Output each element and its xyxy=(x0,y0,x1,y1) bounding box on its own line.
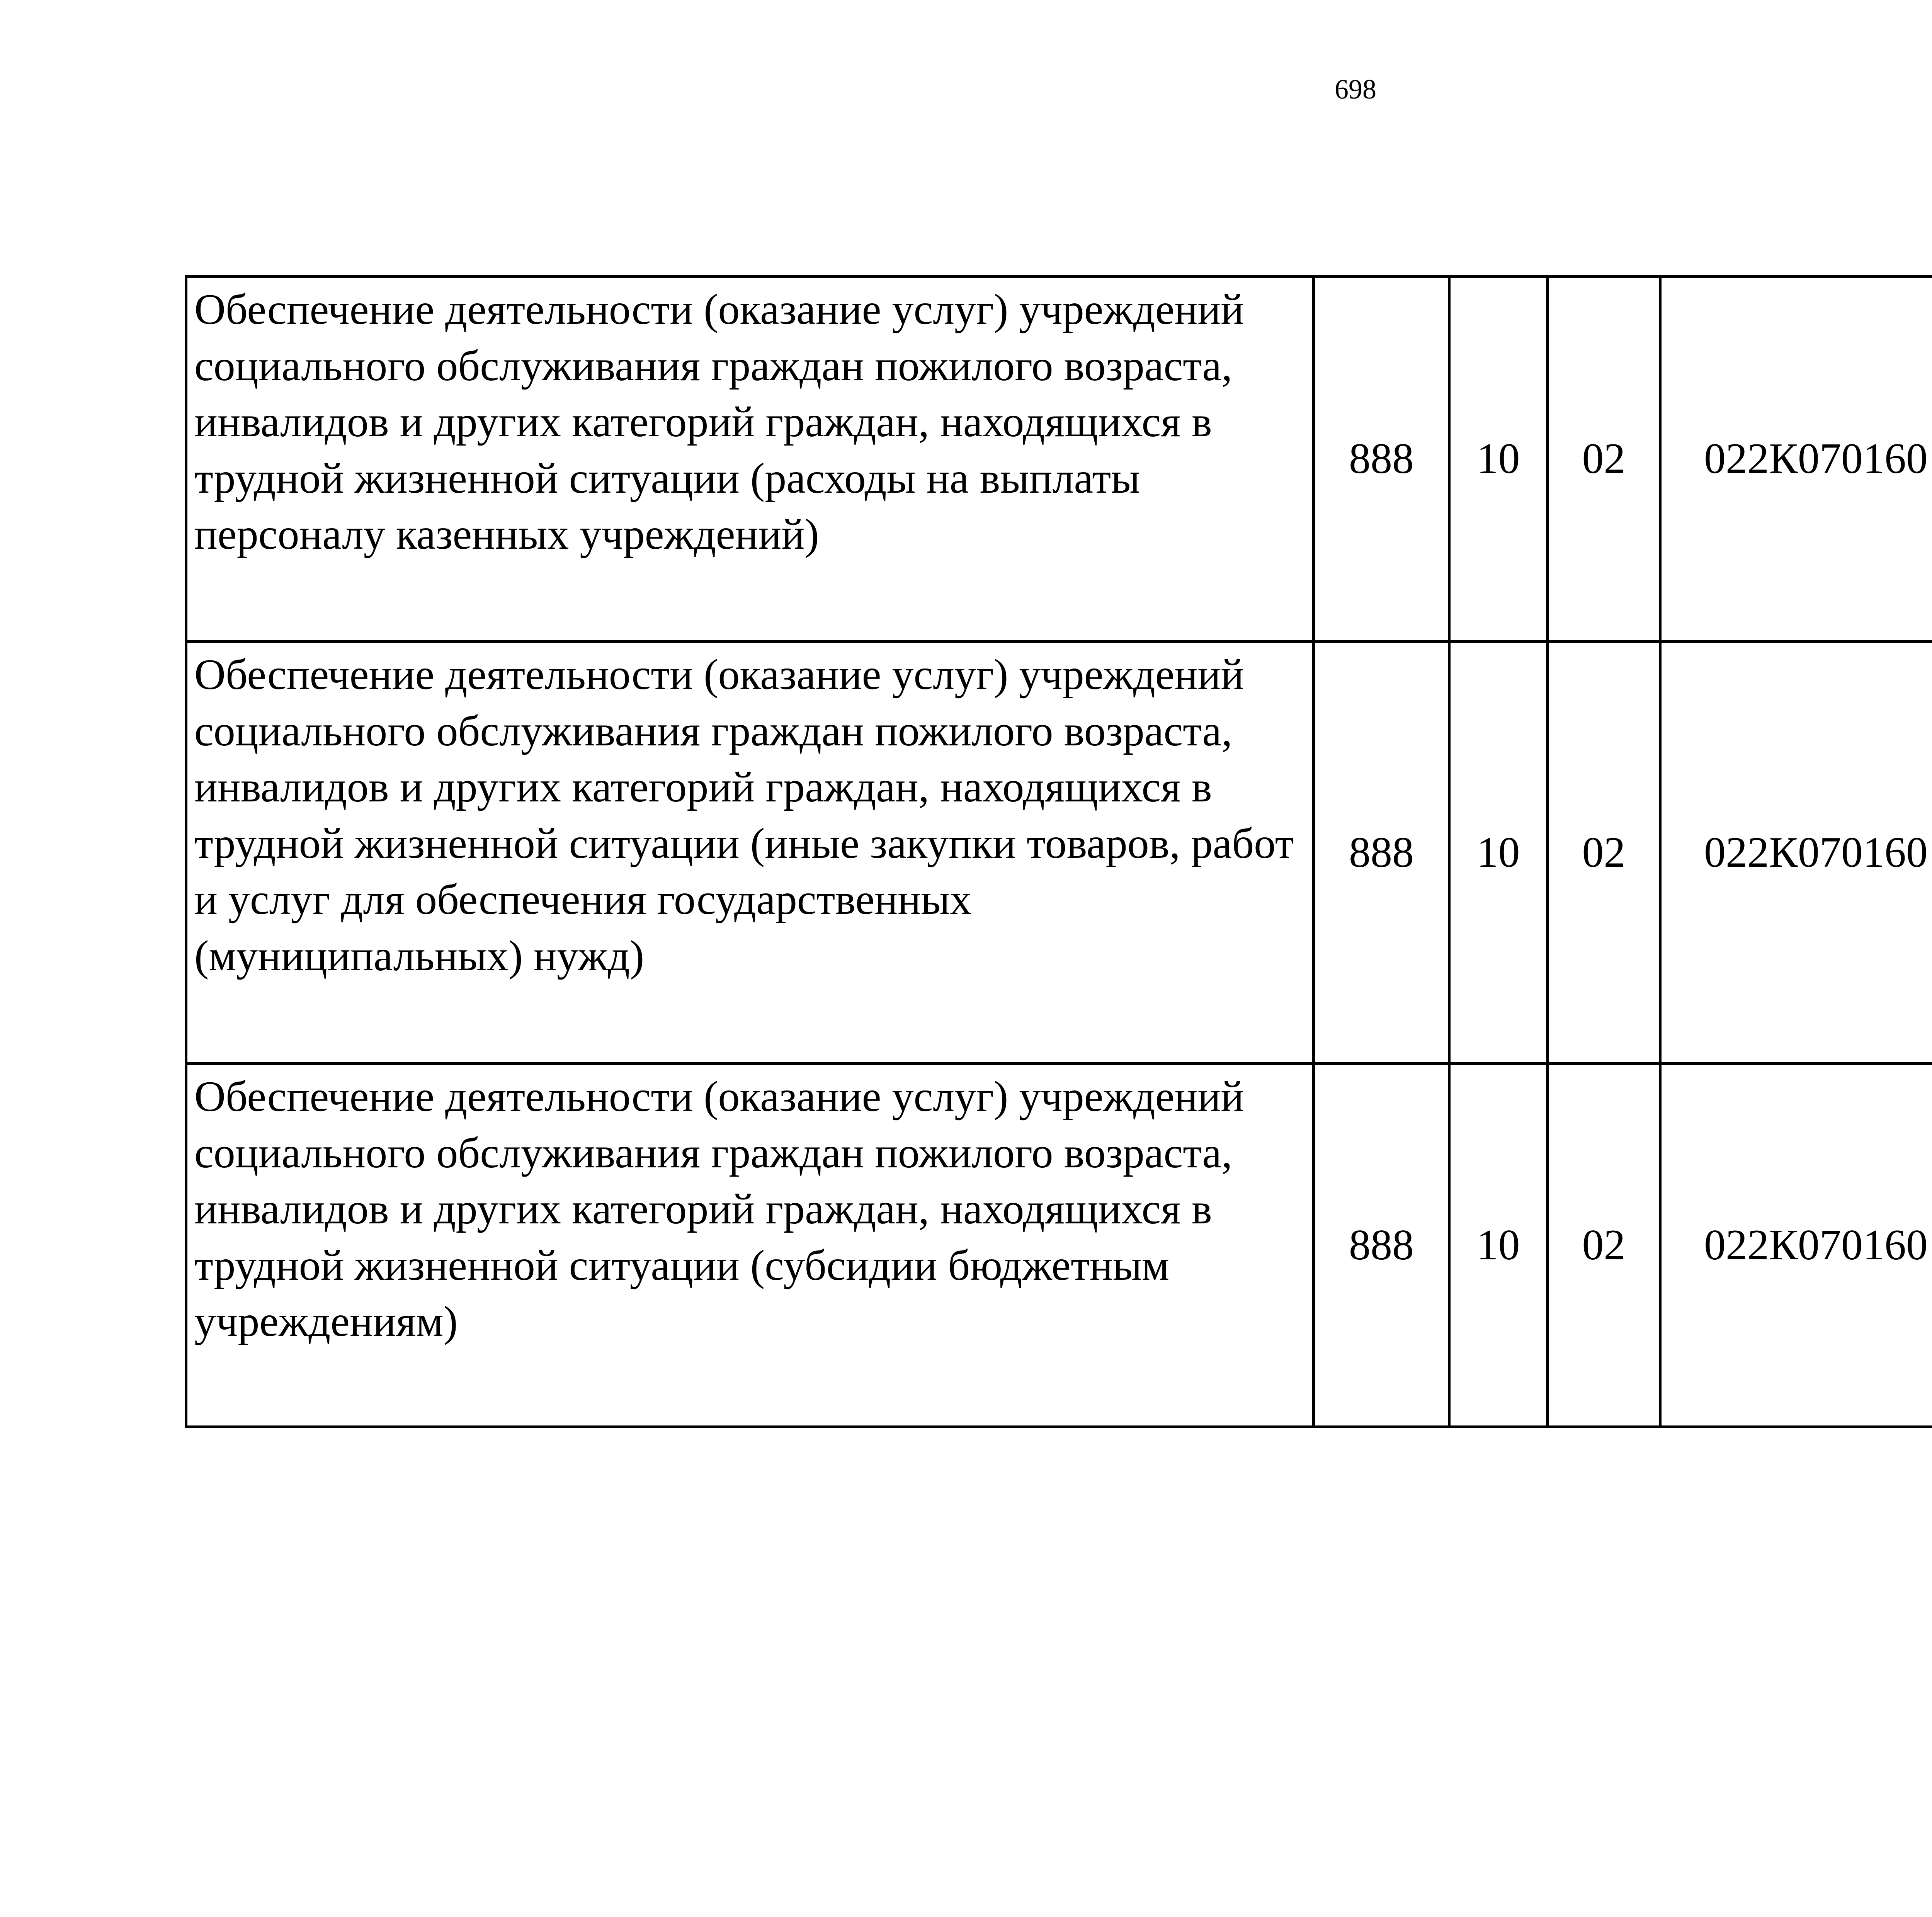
table-row xyxy=(186,277,1932,642)
section-code: 10 xyxy=(1449,1064,1548,1427)
subsection-code: 02 xyxy=(1548,642,1660,1064)
section-code: 10 xyxy=(1449,642,1548,1064)
expense-description: Обеспечение деятельности (оказание услуг) учреждений социального обслуживания граждан пожилого возраста, инвалидов и других категорий граждан, находящихся в трудной жизненной ситуации (расходы на выплаты персоналу казенных учреждений) xyxy=(186,277,1314,642)
page-number: 698 xyxy=(1335,74,1376,105)
table-row xyxy=(186,642,1932,1064)
expense-description: Обеспечение деятельности (оказание услуг) учреждений социального обслуживания граждан пожилого возраста, инвалидов и других категорий граждан, находящихся в трудной жизненной ситуации (субсидии бюджетным учреждениям) xyxy=(186,1064,1314,1427)
section-code: 10 xyxy=(1449,277,1548,642)
department-code: 888 xyxy=(1314,1064,1449,1427)
target-article-code: 022К070160 xyxy=(1660,277,1932,642)
target-article-code: 022К070160 xyxy=(1660,1064,1932,1427)
subsection-code: 02 xyxy=(1548,277,1660,642)
subsection-code: 02 xyxy=(1548,1064,1660,1427)
department-code: 888 xyxy=(1314,642,1449,1064)
department-code: 888 xyxy=(1314,277,1449,642)
expense-description: Обеспечение деятельности (оказание услуг) учреждений социального обслуживания граждан пожилого возраста, инвалидов и других категорий граждан, находящихся в трудной жизненной ситуации (иные закупки товаров, работ и услуг для обеспечения государственных (муниципальных) нужд) xyxy=(186,642,1314,1064)
target-article-code: 022К070160 xyxy=(1660,642,1932,1064)
budget-table xyxy=(185,275,1932,1428)
table-row xyxy=(186,1064,1932,1427)
